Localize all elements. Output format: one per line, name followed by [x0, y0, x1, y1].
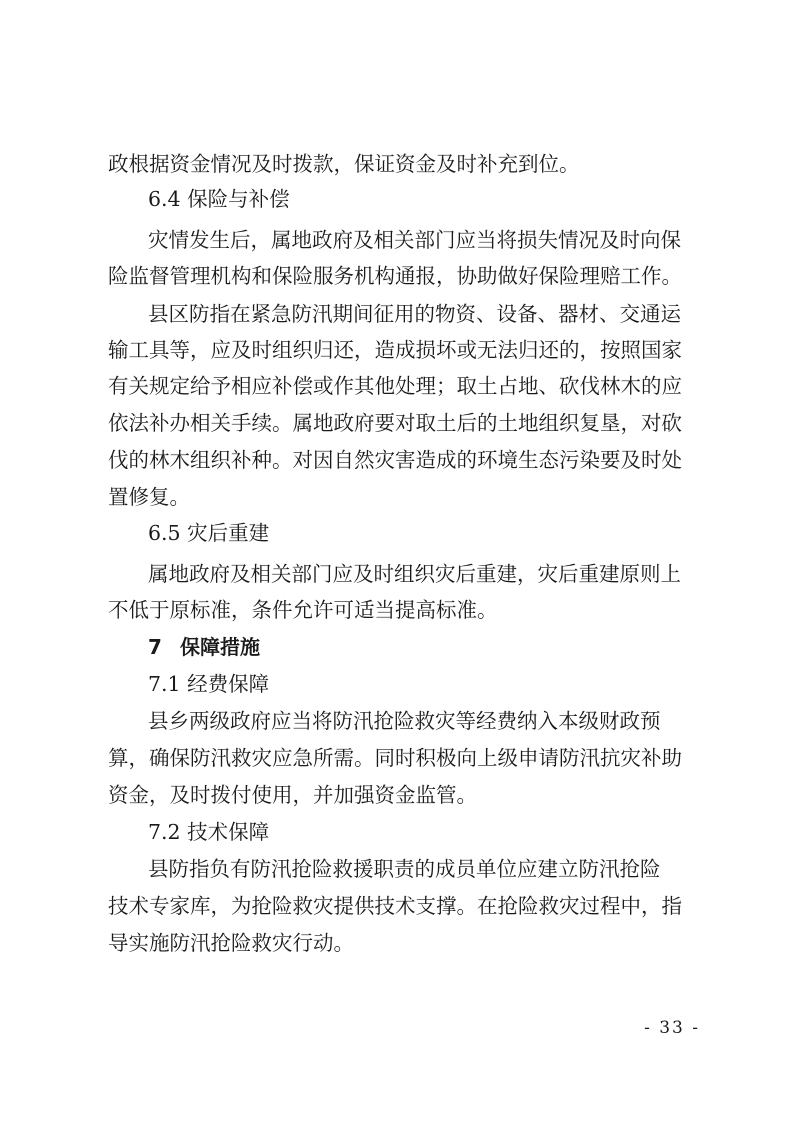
section-heading-7-2: 7.2 技术保障 — [148, 820, 270, 844]
paragraph-line: 政根据资金情况及时拨款，保证资金及时补充到位。 — [108, 152, 580, 176]
paragraph-line: 险监督管理机构和保险服务机构通报，协助做好保险理赔工作。 — [108, 264, 682, 288]
paragraph-line: 有关规定给予相应补偿或作其他处理；取土占地、砍伐林木的应 — [108, 374, 682, 398]
paragraph-line: 县区防指在紧急防汛期间征用的物资、设备、器材、交通运 — [148, 302, 681, 326]
paragraph-line: 依法补办相关手续。属地政府要对取土后的土地组织复垦，对砍 — [108, 411, 682, 435]
paragraph-line: 灾情发生后，属地政府及相关部门应当将损失情况及时向保 — [148, 228, 681, 252]
section-heading-7-1: 7.1 经费保障 — [148, 672, 270, 696]
paragraph-line: 技术专家库，为抢险救灾提供技术支撑。在抢险救灾过程中，指 — [108, 894, 682, 918]
paragraph-line: 算，确保防汛救灾应急所需。同时积极向上级申请防汛抗灾补助 — [108, 746, 682, 770]
paragraph-line: 属地政府及相关部门应及时组织灾后重建，灾后重建原则上 — [148, 562, 681, 586]
paragraph-line: 县防指负有防汛抢险救援职责的成员单位应建立防汛抢险 — [148, 857, 661, 881]
chapter-title: 保障措施 — [180, 635, 260, 659]
paragraph-line: 资金，及时拨付使用，并加强资金监管。 — [108, 783, 477, 807]
chapter-heading-7 — [148, 633, 698, 661]
section-heading-6-5: 6.5 灾后重建 — [148, 521, 270, 545]
chapter-number: 7 — [148, 635, 162, 659]
paragraph-line: 不低于原标准，条件允许可适当提高标准。 — [108, 598, 498, 622]
paragraph-line: 输工具等，应及时组织归还，造成损坏或无法归还的，按照国家 — [108, 338, 682, 362]
paragraph-line: 伐的林木组织补种。对因自然灾害造成的环境生态污染要及时处 — [108, 448, 682, 472]
paragraph-line: 置修复。 — [108, 485, 190, 509]
section-heading-6-4: 6.4 保险与补偿 — [148, 187, 290, 211]
paragraph-line: 导实施防汛抢险救灾行动。 — [108, 931, 354, 955]
paragraph-line: 县乡两级政府应当将防汛抢险救灾等经费纳入本级财政预 — [148, 709, 661, 733]
page-number: - 33 - — [644, 1018, 700, 1038]
